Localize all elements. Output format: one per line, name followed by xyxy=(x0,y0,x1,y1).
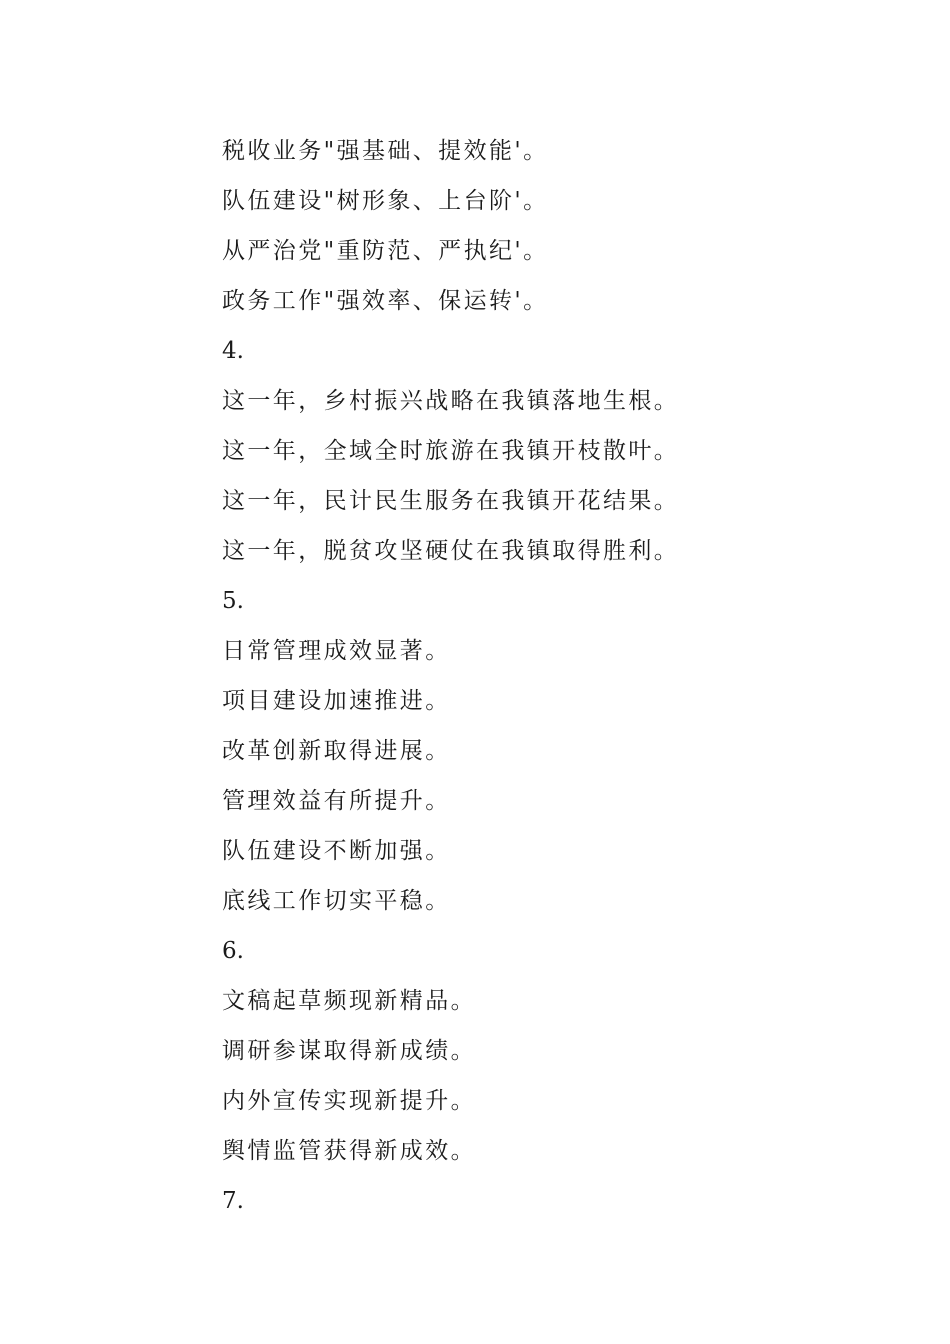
text-line: 这一年，民计民生服务在我镇开花结果。 xyxy=(222,488,680,514)
text-line: 舆情监管获得新成效。 xyxy=(222,1138,476,1164)
section-number: 7. xyxy=(222,1188,244,1214)
document-body xyxy=(222,126,902,1226)
text-line: 队伍建设不断加强。 xyxy=(222,838,451,864)
section-number: 5. xyxy=(222,588,244,614)
text-line: 这一年，全域全时旅游在我镇开枝散叶。 xyxy=(222,438,680,464)
section-number: 6. xyxy=(222,938,244,964)
text-line: 管理效益有所提升。 xyxy=(222,788,451,814)
text-line: 内外宣传实现新提升。 xyxy=(222,1088,476,1114)
text-line: 这一年，脱贫攻坚硬仗在我镇取得胜利。 xyxy=(222,538,680,564)
text-line: 项目建设加速推进。 xyxy=(222,688,451,714)
section-number: 4. xyxy=(222,338,244,364)
text-line: 文稿起草频现新精品。 xyxy=(222,988,476,1014)
text-line: 这一年，乡村振兴战略在我镇落地生根。 xyxy=(222,388,680,414)
text-line: 从严治党"重防范、严执纪'。 xyxy=(222,238,549,264)
text-line: 税收业务"强基础、提效能'。 xyxy=(222,138,549,164)
text-line: 底线工作切实平稳。 xyxy=(222,888,451,914)
text-line: 日常管理成效显著。 xyxy=(222,638,451,664)
text-line: 政务工作"强效率、保运转'。 xyxy=(222,288,549,314)
text-line: 改革创新取得进展。 xyxy=(222,738,451,764)
text-line: 调研参谋取得新成绩。 xyxy=(222,1038,476,1064)
text-line: 队伍建设"树形象、上台阶'。 xyxy=(222,188,549,214)
